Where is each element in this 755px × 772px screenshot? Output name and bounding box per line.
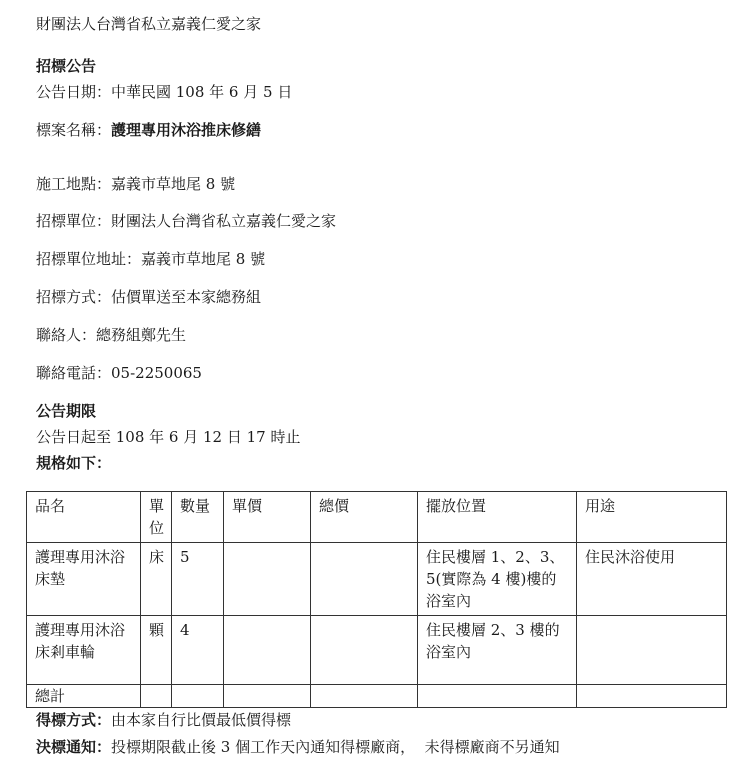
award-method — [36, 710, 291, 730]
header-purpose: 用途 — [577, 492, 727, 543]
header-quantity: 數量 — [172, 492, 224, 543]
cell-purpose: 住民沐浴使用 — [577, 543, 727, 616]
table-total-row — [27, 685, 727, 708]
org-name: 財團法人台灣省私立嘉義仁愛之家 — [36, 15, 262, 33]
contact-phone: 聯絡電話：05-2250065 — [36, 364, 202, 382]
tender-method: 招標方式：估價單送至本家總務組 — [36, 288, 262, 306]
tender-unit: 招標單位：財團法人台灣省私立嘉義仁愛之家 — [36, 212, 337, 230]
award-label: 得標方式： — [36, 711, 112, 729]
cell-unit: 床 — [141, 543, 172, 616]
award-text: 由本家自行比價最低價得標 — [111, 711, 292, 729]
cell-quantity: 4 — [172, 616, 224, 685]
contact-person: 聯絡人：總務組鄭先生 — [36, 326, 187, 344]
header-total-price: 總價 — [311, 492, 418, 543]
site-location: 施工地點：嘉義市草地尾 8 號 — [36, 175, 236, 193]
table-row — [27, 543, 727, 616]
cell-item-name: 護理專用沐浴床墊 — [27, 543, 141, 616]
cell-unit-price — [224, 543, 311, 616]
cell-unit: 顆 — [141, 616, 172, 685]
notice-text: 投標期限截止後 3 個工作天內通知得標廠商， 未得標廠商不另通知 — [111, 738, 560, 756]
tender-unit-address: 招標單位地址：嘉義市草地尾 8 號 — [36, 250, 266, 268]
period-text: 公告日起至 108 年 6 月 12 日 17 時止 — [36, 428, 301, 446]
table-row — [27, 616, 727, 685]
cell-unit-price — [224, 616, 311, 685]
header-unit-price: 單價 — [224, 492, 311, 543]
table-header-row — [27, 492, 727, 543]
section-title: 招標公告 — [36, 57, 97, 75]
cell-purpose — [577, 616, 727, 685]
cell-location: 住民樓層 1、2、3、5(實際為 4 樓)樓的浴室內 — [418, 543, 577, 616]
notice-label: 決標通知： — [36, 738, 112, 756]
award-notice — [36, 737, 560, 757]
header-unit: 單位 — [141, 492, 172, 543]
spec-table — [26, 491, 727, 708]
spec-title: 規格如下： — [36, 454, 112, 472]
period-title: 公告期限 — [36, 402, 97, 420]
case-name-label: 標案名稱： — [36, 121, 112, 139]
total-label: 總計 — [27, 685, 141, 708]
announce-date: 公告日期：中華民國 108 年 6 月 5 日 — [36, 83, 293, 101]
cell-item-name: 護理專用沐浴床剎車輪 — [27, 616, 141, 685]
cell-total-price — [311, 616, 418, 685]
case-name — [36, 120, 261, 140]
header-item-name: 品名 — [27, 492, 141, 543]
cell-location: 住民樓層 2、3 樓的浴室內 — [418, 616, 577, 685]
header-location: 擺放位置 — [418, 492, 577, 543]
cell-quantity: 5 — [172, 543, 224, 616]
case-name-value: 護理專用沐浴推床修繕 — [111, 121, 262, 139]
cell-total-price — [311, 543, 418, 616]
